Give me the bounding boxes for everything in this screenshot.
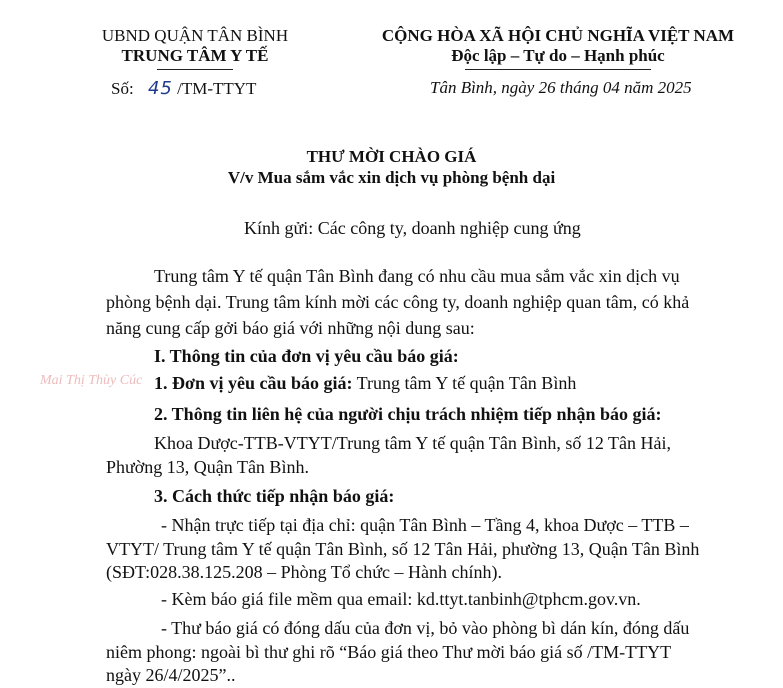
salutation: Kính gửi: Các công ty, doanh nghiệp cung ứng bbox=[244, 218, 581, 238]
national-motto: Độc lập – Tự do – Hạnh phúc bbox=[451, 46, 665, 65]
document-title: THƯ MỜI CHÀO GIÁ bbox=[306, 147, 477, 166]
intro-line-2: phòng bệnh dại. Trung tâm kính mời các công ty, doanh nghiệp quan tâm, có khả bbox=[106, 292, 690, 312]
item-1-value: Trung tâm Y tế quận Tân Bình bbox=[352, 373, 577, 393]
section-1-heading: I. Thông tin của đơn vị yêu cầu báo giá: bbox=[154, 346, 459, 366]
item-1 bbox=[154, 372, 576, 395]
signature-stamp: Mai Thị Thùy Cúc bbox=[40, 373, 143, 388]
item-3-para-3-line-3: ngày 26/4/2025”.. bbox=[106, 665, 236, 685]
item-2-line-1: Khoa Dược-TTB-VTYT/Trung tâm Y tế quận Tân Bình, số 12 Tân Hải, bbox=[154, 433, 672, 453]
document-number bbox=[111, 78, 256, 99]
item-3-label: 3. Cách thức tiếp nhận báo giá: bbox=[154, 486, 395, 506]
item-3-para-3-line-1: - Thư báo giá có đóng dấu của đơn vị, bỏ vào phòng bì dán kín, đóng dấu bbox=[161, 618, 690, 638]
agency-parent: UBND QUẬN TÂN BÌNH bbox=[101, 26, 289, 45]
document-subject: V/v Mua sắm vắc xin dịch vụ phòng bệnh dại bbox=[227, 168, 556, 187]
agency-name: TRUNG TÂM Y TẾ bbox=[121, 46, 269, 65]
number-handwritten: 45 bbox=[147, 78, 173, 99]
document-date: Tân Bình, ngày 26 tháng 04 năm 2025 bbox=[430, 78, 692, 97]
item-1-label: 1. Đơn vị yêu cầu báo giá: bbox=[154, 373, 353, 393]
item-3-para-1-line-1: - Nhận trực tiếp tại địa chỉ: quận Tân Bình – Tầng 4, khoa Dược – TTB – bbox=[161, 515, 689, 535]
national-title: CỘNG HÒA XÃ HỘI CHỦ NGHĨA VIỆT NAM bbox=[381, 26, 735, 45]
motto-underline bbox=[465, 69, 651, 70]
item-2-label: 2. Thông tin liên hệ của người chịu trách nhiệm tiếp nhận báo giá: bbox=[154, 404, 662, 424]
number-suffix: /TM-TTYT bbox=[177, 79, 257, 98]
item-3-para-1-line-3: (SĐT:028.38.125.208 – Phòng Tổ chức – Hành chính). bbox=[106, 562, 502, 582]
intro-line-3: năng cung cấp gởi báo giá với những nội dung sau: bbox=[106, 318, 475, 338]
item-3-para-2: - Kèm báo giá file mềm qua email: kd.ttyt.tanbinh@tphcm.gov.vn. bbox=[161, 589, 641, 609]
item-2-line-2: Phường 13, Quận Tân Bình. bbox=[106, 457, 309, 477]
item-3-para-3-line-2: niêm phong: ngoài bì thư ghi rõ “Báo giá theo Thư mời báo giá số /TM-TTYT bbox=[106, 642, 672, 662]
intro-line-1: Trung tâm Y tế quận Tân Bình đang có nhu cầu mua sắm vắc xin dịch vụ bbox=[154, 266, 680, 286]
item-3-para-1-line-2: VTYT/ Trung tâm Y tế quận Tân Bình, số 12 Tân Hải, phường 13, Quận Tân Bình bbox=[106, 539, 700, 559]
number-label: Số: bbox=[111, 79, 134, 98]
agency-underline bbox=[157, 69, 233, 70]
